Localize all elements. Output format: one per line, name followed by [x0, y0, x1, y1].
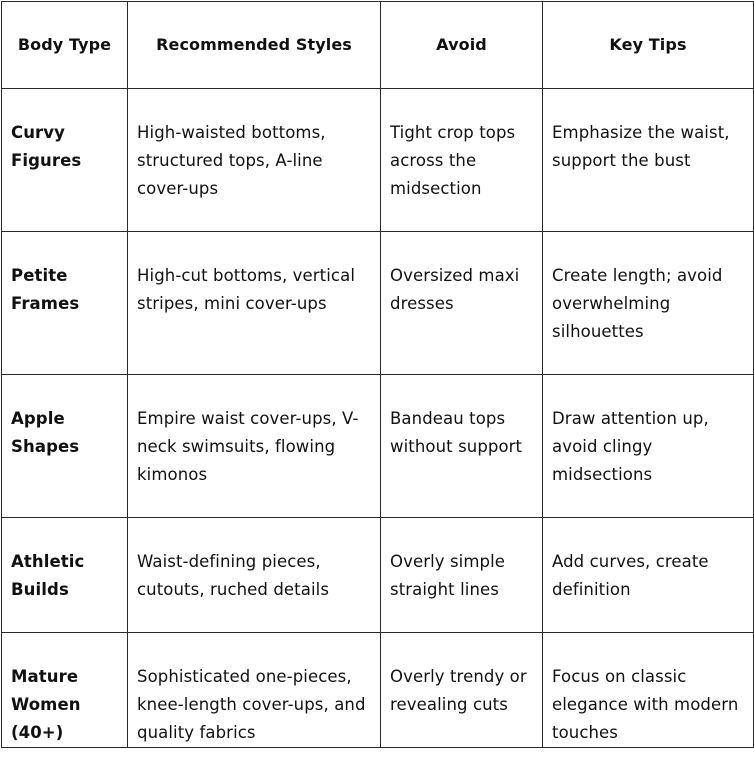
- header-key-tips: Key Tips: [543, 2, 754, 89]
- body-type-style-table: [1, 1, 754, 748]
- cell-avoid: Tight crop tops across the midsection: [381, 89, 543, 232]
- cell-recommended-styles: High-waisted bottoms, structured tops, A-line cover-ups: [128, 89, 381, 232]
- cell-key-tips: Focus on classic elegance with modern touches: [543, 633, 754, 748]
- cell-key-tips: Emphasize the waist, support the bust: [543, 89, 754, 232]
- cell-avoid: Overly trendy or revealing cuts: [381, 633, 543, 748]
- table-header-row: [2, 2, 754, 89]
- cell-recommended-styles: Waist-defining pieces, cutouts, ruched details: [128, 518, 381, 633]
- cell-key-tips: Add curves, create definition: [543, 518, 754, 633]
- table-row: [2, 375, 754, 518]
- cell-body-type: Athletic Builds: [2, 518, 128, 633]
- cell-avoid: Bandeau tops without support: [381, 375, 543, 518]
- cell-recommended-styles: Empire waist cover-ups, V-neck swimsuits, flowing kimonos: [128, 375, 381, 518]
- header-recommended-styles: Recommended Styles: [128, 2, 381, 89]
- cell-recommended-styles: Sophisticated one-pieces, knee-length cover-ups, and quality fabrics: [128, 633, 381, 748]
- table-row: [2, 633, 754, 748]
- cell-body-type: Mature Women (40+): [2, 633, 128, 748]
- cell-key-tips: Create length; avoid overwhelming silhouettes: [543, 232, 754, 375]
- cell-recommended-styles: High-cut bottoms, vertical stripes, mini cover-ups: [128, 232, 381, 375]
- table-row: [2, 89, 754, 232]
- header-avoid: Avoid: [381, 2, 543, 89]
- cell-body-type: Apple Shapes: [2, 375, 128, 518]
- cell-key-tips: Draw attention up, avoid clingy midsections: [543, 375, 754, 518]
- table-row: [2, 232, 754, 375]
- cell-avoid: Oversized maxi dresses: [381, 232, 543, 375]
- cell-body-type: Curvy Figures: [2, 89, 128, 232]
- cell-body-type: Petite Frames: [2, 232, 128, 375]
- cell-avoid: Overly simple straight lines: [381, 518, 543, 633]
- header-body-type: Body Type: [2, 2, 128, 89]
- table-row: [2, 518, 754, 633]
